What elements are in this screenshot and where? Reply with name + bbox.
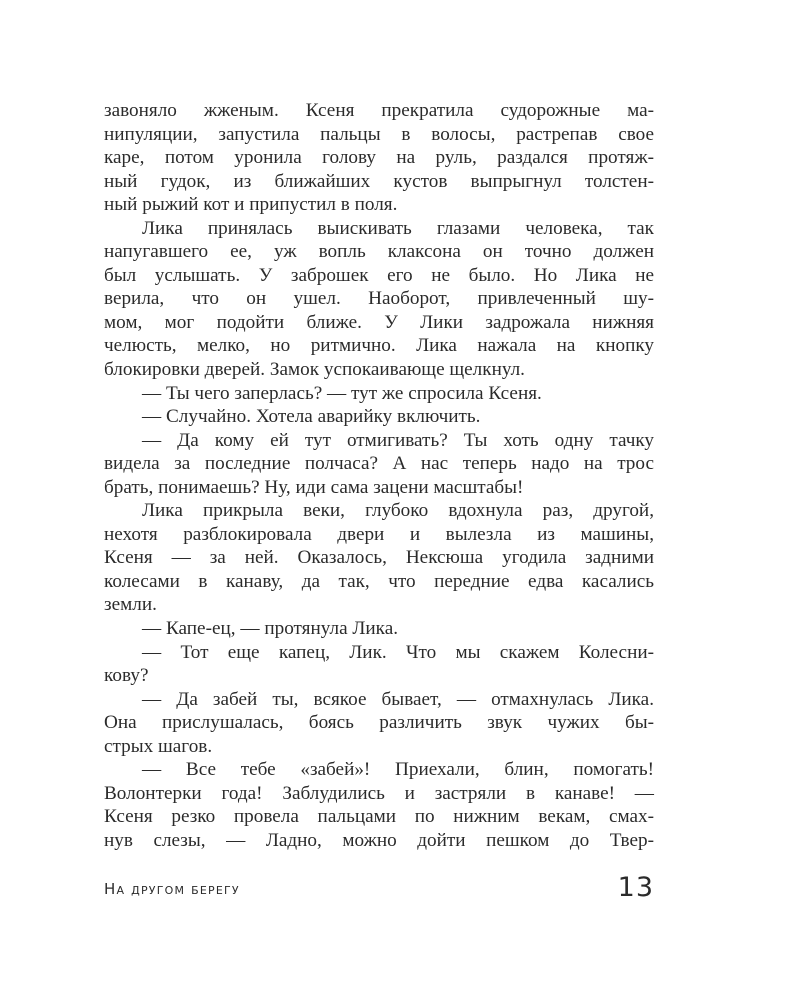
text-line: Ксеня резко провела пальцами по нижним векам, смах- bbox=[104, 806, 654, 828]
text-line: — Все тебе «забей»! Приехали, блин, помогать! bbox=[142, 759, 654, 781]
text-line: ный рыжий кот и припустил в поля. bbox=[104, 194, 398, 216]
text-line: нув слезы, — Ладно, можно дойти пешком до Твер- bbox=[104, 829, 654, 851]
text-line: брать, понимаешь? Ну, иди сама зацени масштабы! bbox=[104, 476, 524, 498]
text-line: верила, что он ушел. Наоборот, привлеченный шу- bbox=[104, 288, 654, 310]
text-line: блокировки дверей. Замок успокаивающе щелкнул. bbox=[104, 359, 525, 381]
running-footer-title: На другом берегу bbox=[104, 880, 240, 898]
text-line: кову? bbox=[104, 665, 149, 687]
text-line: Волонтерки года! Заблудились и застряли в канаве! — bbox=[104, 782, 654, 804]
text-line: видела за последние полчаса? А нас теперь надо на трос bbox=[104, 453, 654, 475]
text-line: Лика принялась выискивать глазами человека, так bbox=[142, 217, 654, 239]
text-line: Ксеня — за ней. Оказалось, Нексюша угодила задними bbox=[104, 547, 654, 569]
body-text bbox=[104, 99, 654, 853]
text-line: нипуляции, запустила пальцы в волосы, растрепав свое bbox=[104, 123, 654, 145]
text-line: земли. bbox=[104, 594, 157, 616]
text-line: стрых шагов. bbox=[104, 735, 213, 757]
page-number: 13 bbox=[617, 872, 654, 903]
text-line: Лика прикрыла веки, глубоко вдохнула раз, другой, bbox=[142, 500, 654, 522]
text-line: колесами в канаву, да так, что передние едва касались bbox=[104, 570, 654, 592]
text-line: челюсть, мелко, но ритмично. Лика нажала на кнопку bbox=[104, 335, 654, 357]
text-line: напугавшего ее, уж вопль клаксона он точно должен bbox=[104, 241, 654, 263]
text-line: — Капе-ец, — протянула Лика. bbox=[142, 618, 399, 640]
text-line: был услышать. У заброшек его не было. Но Лика не bbox=[104, 264, 654, 286]
text-line: завоняло жженым. Ксеня прекратила судорожные ма- bbox=[104, 100, 654, 121]
text-line: нехотя разблокировала двери и вылезла из машины, bbox=[104, 523, 654, 545]
text-line: ный гудок, из ближайших кустов выпрыгнул толстен- bbox=[104, 170, 654, 192]
text-line: Она прислушалась, боясь различить звук чужих бы- bbox=[104, 712, 654, 734]
text-line: каре, потом уронила голову на руль, раздался протяж- bbox=[104, 147, 654, 169]
text-line: — Да кому ей тут отмигивать? Ты хоть одну тачку bbox=[142, 429, 654, 451]
text-line: — Случайно. Хотела аварийку включить. bbox=[142, 406, 481, 428]
text-line: — Ты чего заперлась? — тут же спросила Ксеня. bbox=[142, 382, 542, 404]
text-line: — Да забей ты, всякое бывает, — отмахнулась Лика. bbox=[142, 688, 654, 710]
text-line: — Тот еще капец, Лик. Что мы скажем Колесни- bbox=[142, 641, 654, 663]
text-line: мом, мог подойти ближе. У Лики задрожала нижняя bbox=[104, 311, 654, 333]
